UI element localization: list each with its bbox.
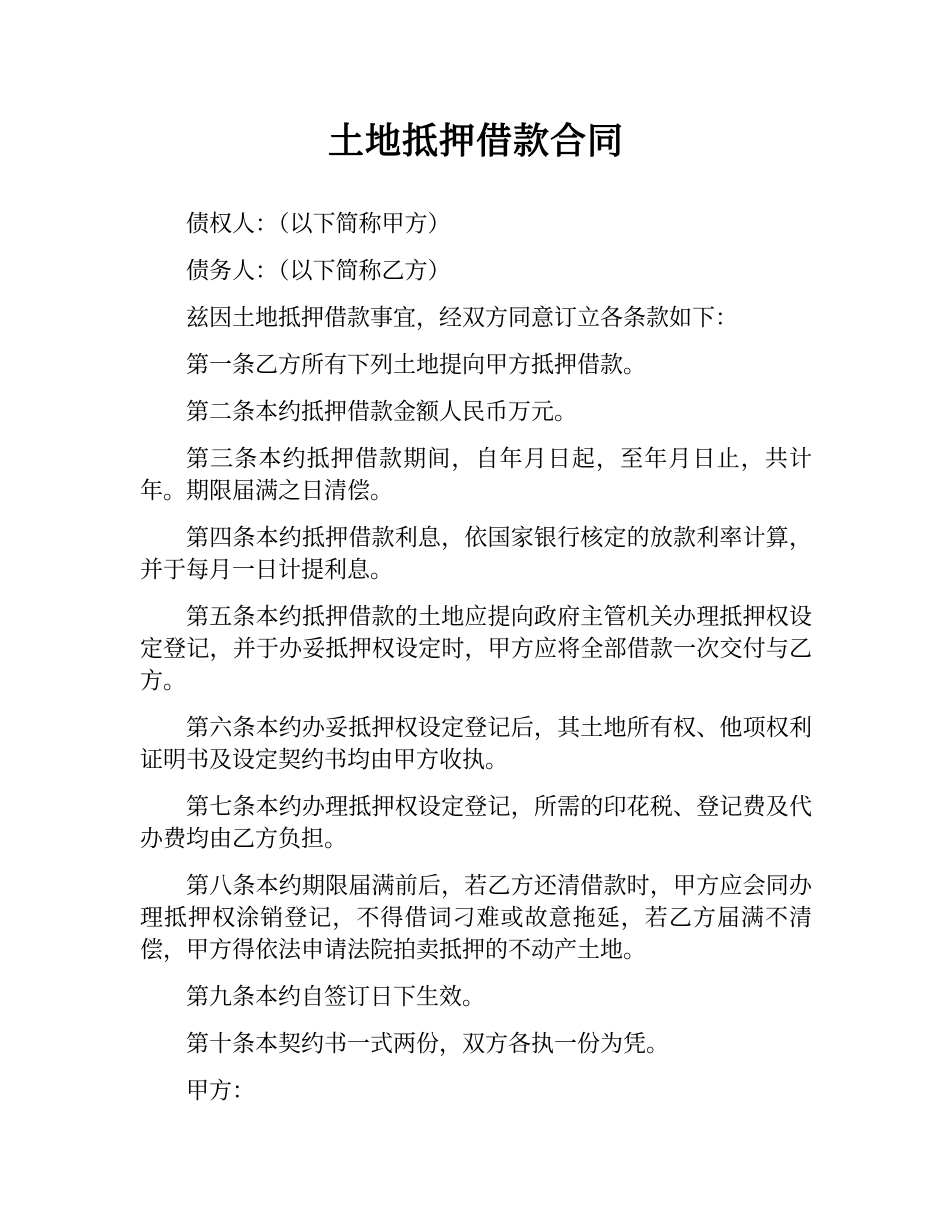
clause-8: 第八条本约期限届满前后，若乙方还清借款时，甲方应会同办理抵押权涂销登记，不得借词刁难或故意拖延，若乙方届满不清偿，甲方得依法申请法院拍卖抵押的不动产土地。 bbox=[140, 873, 812, 963]
document-title: 土地抵押借款合同 bbox=[327, 121, 624, 162]
paragraph-debtor: 债务人：（以下简称乙方） bbox=[186, 258, 451, 284]
clause-1: 第一条乙方所有下列土地提向甲方抵押借款。 bbox=[186, 352, 646, 378]
clause-4: 第四条本约抵押借款利息，依国家银行核定的放款利率计算，并于每月一日计提利息。 bbox=[140, 525, 812, 583]
clause-5: 第五条本约抵押借款的土地应提向政府主管机关办理抵押权设定登记，并于办妥抵押权设定时，甲方应将全部借款一次交付与乙方。 bbox=[140, 604, 812, 694]
paragraph-creditor: 债权人：（以下简称甲方） bbox=[186, 211, 451, 237]
paragraph-preamble: 兹因土地抵押借款事宜，经双方同意订立各条款如下： bbox=[186, 305, 738, 331]
clause-7: 第七条本约办理抵押权设定登记，所需的印花税、登记费及代办费均由乙方负担。 bbox=[140, 794, 812, 852]
signature-party-a: 甲方： bbox=[186, 1078, 255, 1104]
clause-2: 第二条本约抵押借款金额人民币万元。 bbox=[186, 399, 577, 425]
clause-10: 第十条本契约书一式两份，双方各执一份为凭。 bbox=[186, 1031, 669, 1057]
clause-9: 第九条本约自签订日下生效。 bbox=[186, 984, 485, 1010]
clause-3: 第三条本约抵押借款期间，自年月日起，至年月日止，共计年。期限届满之日清偿。 bbox=[140, 446, 812, 504]
clause-6: 第六条本约办妥抵押权设定登记后，其土地所有权、他项权利证明书及设定契约书均由甲方收执。 bbox=[140, 715, 812, 773]
